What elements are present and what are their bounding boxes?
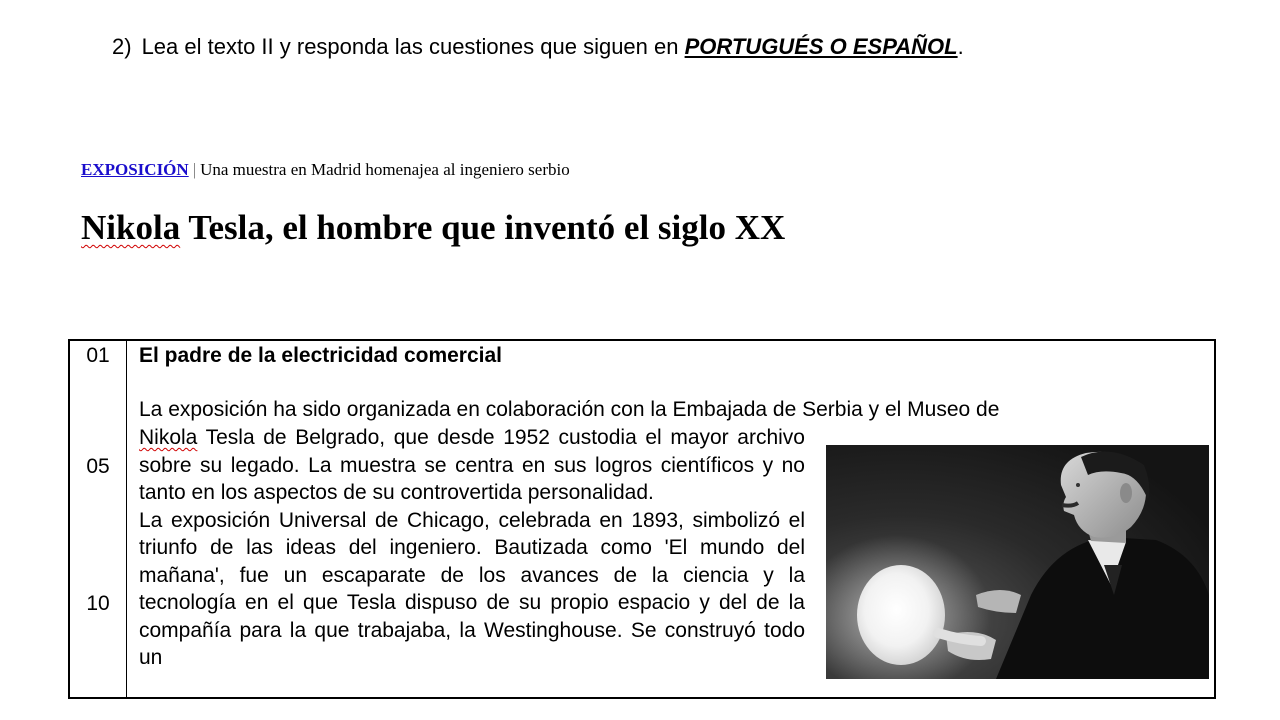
paragraph-first-line: La exposición ha sido organizada en colaboración con la Embajada de Serbia y el Museo de [139,398,1000,421]
column-divider [126,341,127,697]
line-number-05: 05 [86,455,110,478]
section-title: El padre de la electricidad comercial [139,344,502,367]
tesla-portrait-icon [826,445,1209,679]
instruction-end: . [957,34,964,59]
line-number-01: 01 [86,344,110,367]
paragraph-1-text: Tesla de Belgrado, que desde 1952 custodia el mayor archivo sobre su legado. La muestra se centra en sus logros científicos y no tanto en los aspectos de su controvertida personalidad. [139,426,805,504]
paragraph-1 [139,424,805,507]
headline-rest: Tesla, el hombre que inventó el siglo XX [180,208,786,247]
instruction-emphasis: PORTUGUÉS O ESPAÑOL [684,34,958,59]
text-table [68,339,1216,699]
instruction-text: Lea el texto II y responda las cuestiones que siguen en [141,34,685,59]
line-number-10: 10 [86,592,110,615]
instruction [112,32,964,62]
paragraph-2: La exposición Universal de Chicago, celebrada en 1893, simbolizó el triunfo de las ideas del ingeniero. Bautizada como 'El mundo del mañana', fue un escaparate de los avances de la ciencia y la tecnología en el que Tesla dispuso de su propio espacio y del de la compañía para la que trabajaba, la Westinghouse. Se construyó todo un [139,508,805,669]
article-headline [81,206,785,250]
paragraph-1-first-word: Nikola [139,426,198,449]
article-kicker [81,158,570,182]
section-link[interactable]: EXPOSICIÓN [81,160,189,179]
kicker-separator: | [192,160,197,179]
question-number: 2) [112,34,132,59]
text-column [139,424,805,672]
headline-first-word: Nikola [81,208,181,247]
tesla-photo [826,445,1209,679]
kicker-subtitle: Una muestra en Madrid homenajea al ingeniero serbio [200,160,570,179]
